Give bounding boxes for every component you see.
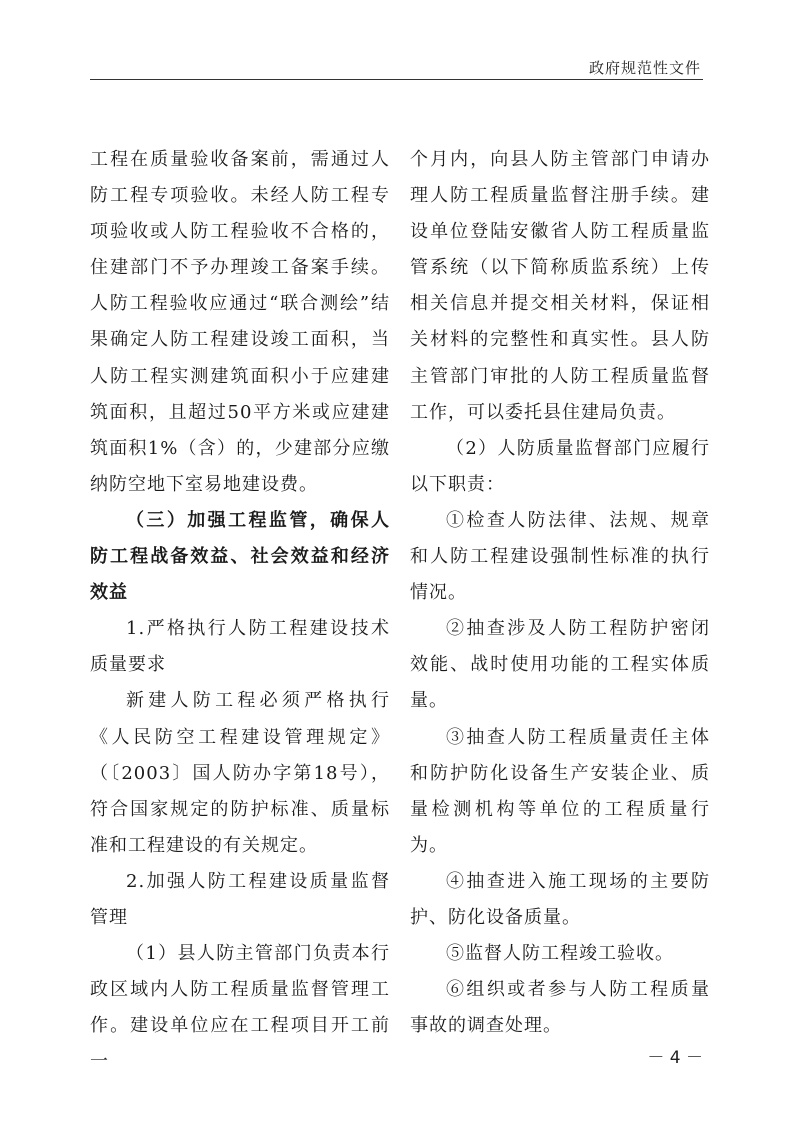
- paragraph: 工程在质量验收备案前，需通过人防工程专项验收。未经人防工程专项验收或人防工程验收不合格的，住建部门不予办理竣工备案手续。人防工程验收应通过“联合测绘”结果确定人防工程建设竣工面积，当人防工程实测建筑面积小于应建建筑面积，且超过50平方米或应建建筑面积1%（含）的，少建部分应缴纳防空地下室易地建设费。: [90, 149, 390, 495]
- subsection-heading: 2.加强人防工程建设质量监督管理: [90, 870, 390, 928]
- subsection-heading: 1.严格执行人防工程建设技术质量要求: [90, 618, 390, 676]
- header-title: 政府规范性文件: [588, 59, 701, 77]
- right-column: [410, 142, 710, 1044]
- left-column: [90, 142, 390, 1080]
- list-item: ②抽查涉及人防工程防护密闭效能、战时使用功能的工程实体质量。: [410, 618, 710, 712]
- list-item: ③抽查人防工程质量责任主体和防护防化设备生产安装企业、质量检测机构等单位的工程质量行为。: [410, 726, 710, 856]
- list-item: ①检查人防法律、法规、规章和人防工程建设强制性标准的执行情况。: [410, 509, 710, 604]
- paragraph: （2）人防质量监督部门应履行以下职责：: [410, 437, 710, 495]
- list-item: ④抽查进入施工现场的主要防护、防化设备质量。: [410, 870, 710, 928]
- header-divider: [90, 79, 703, 80]
- page-header: [0, 0, 793, 80]
- list-item: ⑤监督人防工程竣工验收。: [446, 943, 674, 965]
- list-item: ⑥组织或者参与人防工程质量事故的调查处理。: [410, 979, 710, 1037]
- paragraph: （1）县人防主管部门负责本行政区域内人防工程质量监督管理工作。建设单位应在工程项目开工前一: [90, 943, 390, 1073]
- paragraph: 个月内，向县人防主管部门申请办理人防工程质量监督注册手续。建设单位登陆安徽省人防工程质量监管系统（以下简称质监系统）上传相关信息并提交相关材料，保证相关材料的完整性和真实性。县人防主管部门审批的人防工程质量监督工作，可以委托县住建局负责。: [410, 149, 710, 423]
- page-number: － 4 －: [647, 1048, 703, 1068]
- section-heading: （三）加强工程监管，确保人防工程战备效益、社会效益和经济效益: [90, 509, 390, 604]
- paragraph: 新建人防工程必须严格执行《人民防空工程建设管理规定》（〔2003〕国人防办字第18号），符合国家规定的防护标准、质量标准和工程建设的有关规定。: [90, 690, 390, 856]
